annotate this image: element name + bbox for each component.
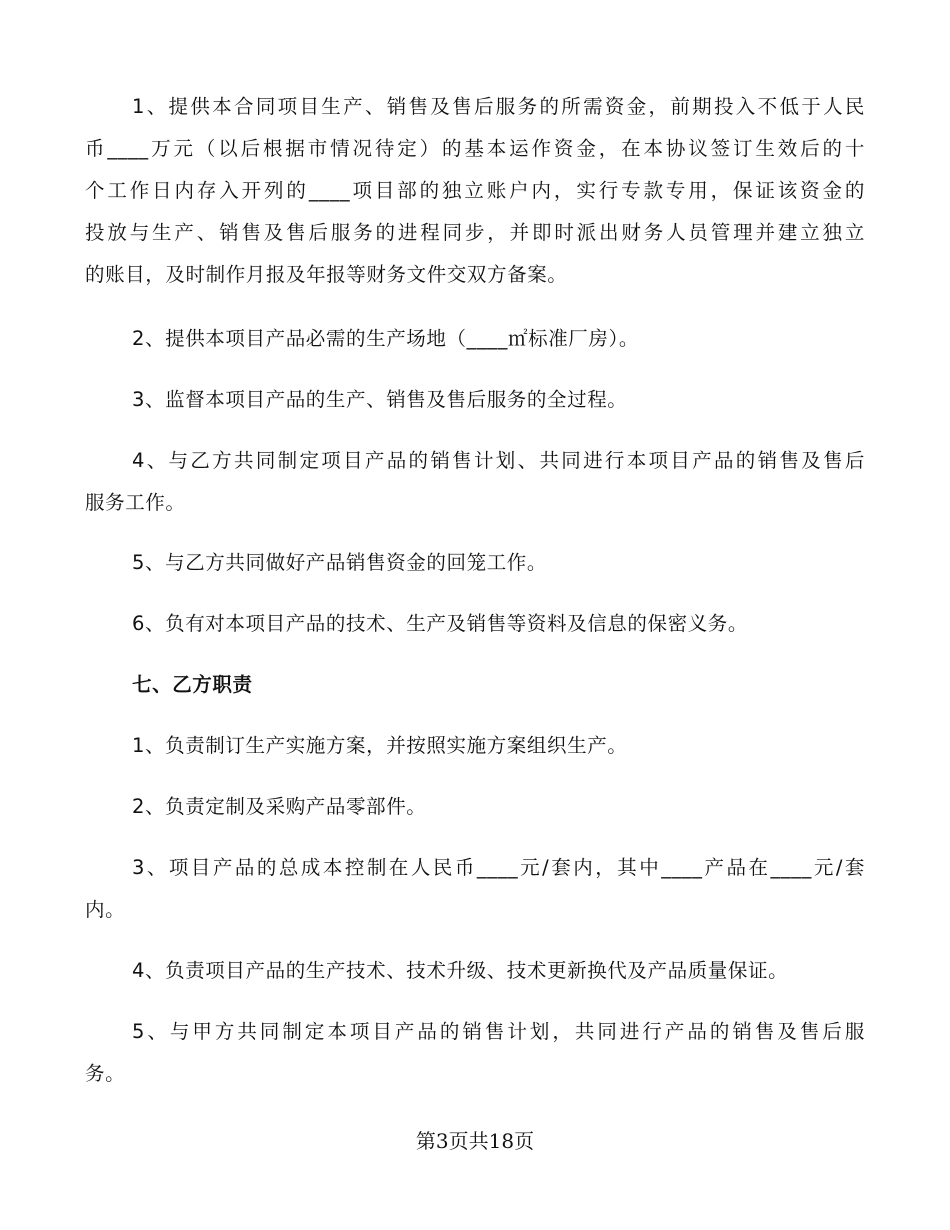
text-line: 服务工作。 <box>85 491 186 514</box>
paragraph-jia-2-site <box>85 318 865 360</box>
paragraph-yi-4-quality <box>85 950 865 992</box>
text-line: 5、与乙方共同做好产品销售资金的回笼工作。 <box>132 551 548 574</box>
paragraph-yi-3-cost <box>85 847 865 931</box>
paragraph-yi-5-joint-sales <box>85 1011 865 1095</box>
text-line: 1、负责制订生产实施方案，并按照实施方案组织生产。 <box>132 734 628 757</box>
text-line: 务。 <box>85 1062 126 1085</box>
text-line: 投放与生产、销售及售后服务的进程同步，并即时派出财务人员管理并建立独立 <box>85 221 865 244</box>
paragraph-jia-3-supervise <box>85 379 865 421</box>
text-line: 币____万元（以后根据市情况待定）的基本运作资金，在本协议签订生效后的十 <box>85 137 865 160</box>
text-line: 5、与甲方共同制定本项目产品的销售计划，共同进行产品的销售及售后服 <box>132 1020 865 1043</box>
text-line: 4、负责项目产品的生产技术、技术升级、技术更新换代及产品质量保证。 <box>132 959 789 982</box>
paragraph-yi-1-production-plan <box>85 725 865 767</box>
page-number-footer: 第3页共18页 <box>415 1129 535 1153</box>
text-line: 6、负有对本项目产品的技术、生产及销售等资料及信息的保密义务。 <box>132 612 749 635</box>
text-line: 1、提供本合同项目生产、销售及售后服务的所需资金，前期投入不低于人民 <box>132 95 865 118</box>
section-heading-text: 七、乙方职责 <box>132 673 253 696</box>
paragraph-jia-1-funding <box>85 86 865 296</box>
text-line: 个工作日内存入开列的____项目部的独立账户内，实行专款专用，保证该资金的 <box>85 179 865 202</box>
paragraph-jia-5-collection <box>85 542 865 584</box>
text-line: 2、提供本项目产品必需的生产场地（____㎡标准厂房）。 <box>132 327 639 350</box>
paragraph-jia-6-confidentiality <box>85 603 865 645</box>
section-heading-yi-duties <box>85 664 865 706</box>
text-line: 3、监督本项目产品的生产、销售及售后服务的全过程。 <box>132 388 628 411</box>
text-line: 3、项目产品的总成本控制在人民币____元/套内，其中____产品在____元/套 <box>132 856 865 879</box>
text-line: 4、与乙方共同制定项目产品的销售计划、共同进行本项目产品的销售及售后 <box>132 449 865 472</box>
text-line: 2、负责定制及采购产品零部件。 <box>132 795 427 818</box>
text-line: 内。 <box>85 898 126 921</box>
paragraph-jia-4-sales-plan <box>85 440 865 524</box>
text-line: 的账目，及时制作月报及年报等财务文件交双方备案。 <box>85 263 568 286</box>
paragraph-yi-2-parts <box>85 786 865 828</box>
